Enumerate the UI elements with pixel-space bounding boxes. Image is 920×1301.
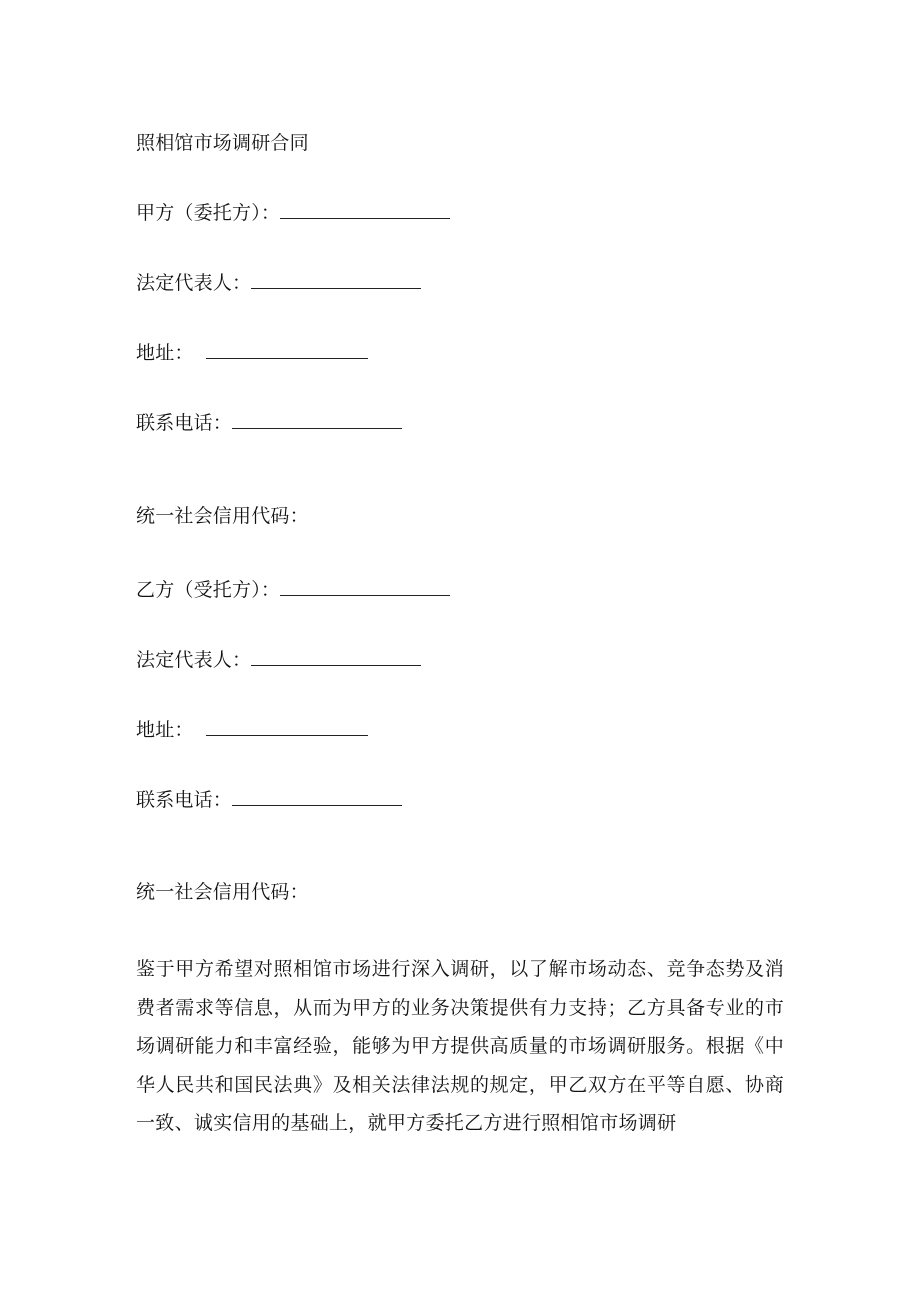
- party-a-phone-label: 联系电话：: [136, 412, 233, 434]
- party-b-line: [136, 575, 450, 604]
- party-b-phone-label: 联系电话：: [136, 789, 233, 811]
- party-a-address-label: 地址：: [136, 342, 194, 364]
- party-b-phone-line: [136, 785, 402, 814]
- party-a-address-line: [136, 338, 368, 367]
- party-a-legal-rep-line: [136, 268, 421, 297]
- party-a-label: 甲方（委托方）：: [136, 202, 281, 224]
- party-a-address-blank[interactable]: [206, 338, 368, 359]
- document-title: 照相馆市场调研合同: [136, 132, 309, 154]
- party-a-credit-code-label: 统一社会信用代码：: [136, 505, 309, 527]
- party-b-phone-blank[interactable]: [232, 785, 402, 806]
- party-b-credit-code-label: 统一社会信用代码：: [136, 881, 309, 903]
- party-b-legal-rep-blank[interactable]: [251, 645, 421, 666]
- party-b-legal-rep-label: 法定代表人：: [136, 649, 252, 671]
- party-a-legal-rep-blank[interactable]: [251, 268, 421, 289]
- party-b-address-blank[interactable]: [206, 715, 368, 736]
- party-b-legal-rep-line: [136, 645, 421, 674]
- party-a-phone-blank[interactable]: [232, 408, 402, 429]
- party-a-blank[interactable]: [280, 198, 450, 219]
- party-b-address-line: [136, 715, 368, 744]
- party-a-credit-code-line: [136, 502, 309, 530]
- party-a-phone-line: [136, 408, 402, 437]
- party-b-credit-code-line: [136, 878, 309, 906]
- party-b-blank[interactable]: [280, 575, 450, 596]
- preamble-paragraph: 鉴于甲方希望对照相馆市场进行深入调研，以了解市场动态、竞争态势及消费者需求等信息，从而为甲方的业务决策提供有力支持；乙方具备专业的市场调研能力和丰富经验，能够为甲方提供高质量的市场调研服务。根据《中华人民共和国民法典》及相关法律法规的规定，甲乙双方在平等自愿、协商一致、诚实信用的基础上，就甲方委托乙方进行照相馆市场调研: [136, 958, 784, 1134]
- party-a-line: [136, 198, 450, 227]
- party-a-legal-rep-label: 法定代表人：: [136, 272, 252, 294]
- party-b-address-label: 地址：: [136, 719, 194, 741]
- party-b-label: 乙方（受托方）：: [136, 579, 281, 601]
